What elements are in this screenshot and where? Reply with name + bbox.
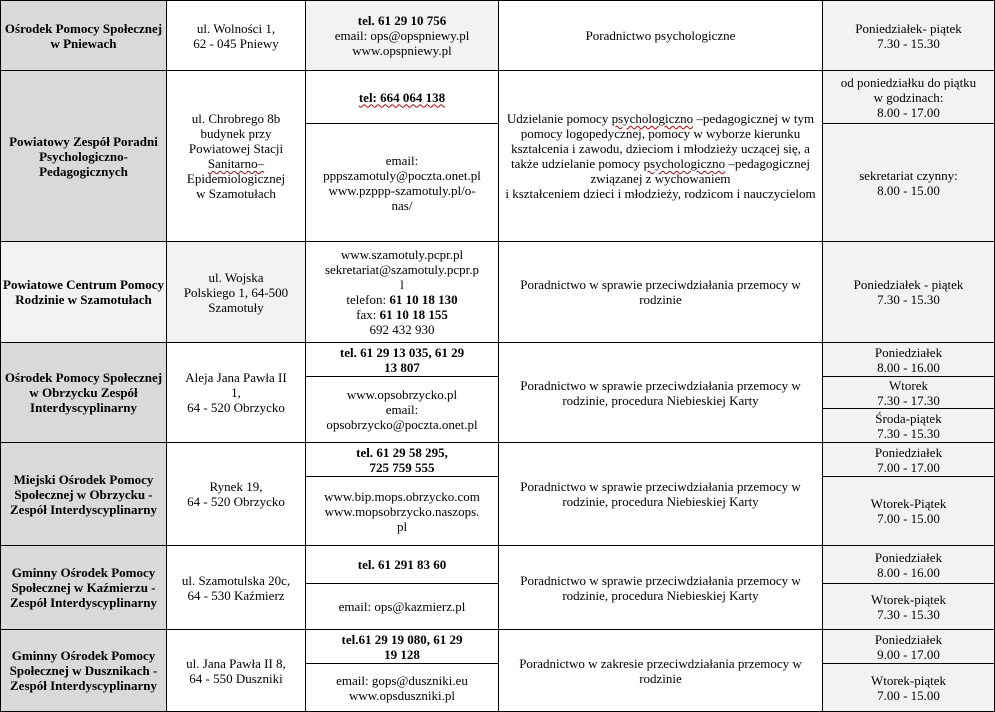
hours-days: Poniedziałek bbox=[874, 344, 943, 360]
website-link[interactable]: pl bbox=[396, 518, 408, 534]
hours-time: 7.30 - 15.30 bbox=[877, 292, 940, 307]
table-row bbox=[1, 1, 995, 71]
service-text: Poradnictwo w sprawie przeciwdziałania przemocy w rodzinie, procedura Niebieskiej Karty bbox=[520, 572, 801, 603]
phone-label: telefon: bbox=[346, 292, 390, 307]
hours-cell bbox=[823, 546, 995, 584]
address-line: Aleja Jana Pawła II bbox=[185, 370, 287, 385]
hours-days: Wtorek-piątek bbox=[870, 672, 947, 688]
service-text-part: –pedagogicznej związanej z wychowaniem bbox=[590, 156, 810, 186]
address-line: w Szamotułach bbox=[196, 186, 276, 201]
email-link[interactable]: email: ops@kazmierz.pl bbox=[338, 599, 466, 614]
address-line: 64 - 520 Obrzycko bbox=[187, 400, 285, 415]
address-cell bbox=[167, 546, 306, 630]
website-link[interactable]: www.opsobrzycko.pl bbox=[346, 387, 458, 402]
service-cell bbox=[499, 443, 823, 546]
institution-name-text: Gminny Ośrodek Pomocy Społecznej w Dusznikach - Zespół Interdyscyplinarny bbox=[9, 648, 158, 693]
address-line: ul. Szamotulska 20c, bbox=[181, 572, 291, 588]
address-line: Powiatowej Stacji bbox=[188, 141, 284, 156]
hours-days: Poniedziałek- piątek bbox=[855, 20, 962, 36]
table-row bbox=[1, 630, 995, 664]
hours-time: 8.00 - 16.00 bbox=[877, 564, 940, 580]
hours-time: 7.00 - 17.00 bbox=[877, 459, 940, 475]
phone-cell bbox=[306, 546, 499, 584]
hours-days: w godzinach: bbox=[873, 89, 944, 105]
institution-name bbox=[1, 343, 167, 443]
contact-cell bbox=[306, 242, 499, 343]
service-cell bbox=[499, 242, 823, 343]
address-line: Epidemiologicznej bbox=[186, 171, 286, 186]
address-line: Sanitarno– bbox=[207, 156, 265, 171]
institution-name-text: Gminny Ośrodek Pomocy Społecznej w Kaźmierzu - Zespół Interdyscyplinarny bbox=[10, 565, 157, 610]
website-link[interactable]: nas/ bbox=[391, 197, 413, 213]
service-text: Poradnictwo w sprawie przeciwdziałania przemocy w rodzinie, procedura Niebieskiej Karty bbox=[520, 377, 801, 408]
hours-cell bbox=[823, 477, 995, 546]
table-row bbox=[1, 242, 995, 343]
hours-cell bbox=[823, 664, 995, 712]
hours-time: 8.00 - 15.00 bbox=[877, 182, 940, 198]
address-cell bbox=[167, 242, 306, 343]
website-link[interactable]: www.pzppp-szamotuly.pl/o- bbox=[328, 182, 476, 198]
phone-text: 13 807 bbox=[384, 359, 420, 375]
phone-text: tel. 61 291 83 60 bbox=[357, 557, 447, 572]
institution-name bbox=[1, 443, 167, 546]
hours-cell bbox=[823, 1, 995, 71]
service-cell bbox=[499, 71, 823, 242]
phone-text: 725 759 555 bbox=[369, 459, 435, 475]
hours-time: 7.00 - 15.00 bbox=[877, 687, 940, 703]
hours-time: 7.30 - 15.30 bbox=[877, 35, 940, 51]
address-line: Rynek 19, bbox=[209, 479, 263, 494]
phone-text: 19 128 bbox=[384, 646, 420, 662]
hours-days: Wtorek-Piątek bbox=[870, 496, 947, 511]
service-cell bbox=[499, 630, 823, 712]
email-label: email: bbox=[385, 152, 419, 168]
institution-name-text: Ośrodek Pomocy Społecznej w Obrzycku Zespół Interdyscyplinarny bbox=[4, 370, 163, 415]
address-line: ul. Chrobrego 8b bbox=[191, 111, 281, 126]
phone-line bbox=[308, 292, 496, 307]
address-line: 64 - 520 Obrzycko bbox=[187, 494, 285, 509]
hours-cell bbox=[823, 124, 995, 242]
address-line: 64 - 530 Kaźmierz bbox=[187, 587, 285, 603]
institution-name bbox=[1, 546, 167, 630]
hours-days: Poniedziałek bbox=[874, 549, 943, 565]
contact-cell bbox=[306, 377, 499, 443]
address-line: ul. Wolności 1, bbox=[196, 20, 276, 36]
contact-cell bbox=[306, 664, 499, 712]
address-cell bbox=[167, 1, 306, 71]
hours-time: 8.00 - 17.00 bbox=[877, 104, 940, 120]
contact-cell bbox=[306, 124, 499, 242]
email-link[interactable]: pppszamotuly@poczta.onet.pl bbox=[323, 167, 481, 183]
mobile-text: 692 432 930 bbox=[369, 322, 435, 337]
institution-name bbox=[1, 630, 167, 712]
hours-cell bbox=[823, 630, 995, 664]
phone-text: tel. 61 29 10 756 bbox=[357, 13, 447, 28]
email-link[interactable]: l bbox=[400, 277, 404, 292]
website-link[interactable]: www.szamotuly.pcpr.pl bbox=[340, 247, 464, 262]
hours-days: Poniedziałek bbox=[874, 444, 943, 460]
address-line: 1, bbox=[231, 385, 241, 400]
phone-text: tel: 664 064 138 bbox=[358, 89, 446, 105]
email-link[interactable]: sekretariat@szamotuly.pcpr.p bbox=[324, 262, 480, 277]
hours-cell bbox=[823, 584, 995, 630]
institution-name-text: Powiatowy Zespół Poradni Psychologiczno-Pedagogicznych bbox=[9, 133, 158, 179]
phone-text: tel.61 29 19 080, 61 29 bbox=[341, 631, 463, 647]
hours-time: 9.00 - 17.00 bbox=[877, 646, 940, 662]
address-cell bbox=[167, 443, 306, 546]
phone-cell bbox=[306, 443, 499, 477]
service-text-part: psychologiczno bbox=[611, 111, 694, 126]
service-text: Poradnictwo w sprawie przeciwdziałania przemocy w rodzinie bbox=[520, 277, 801, 307]
address-line: ul. Jana Pawła II 8, bbox=[186, 655, 286, 671]
contact-cell bbox=[306, 584, 499, 630]
table-row bbox=[1, 343, 995, 377]
hours-days: sekretariat czynny: bbox=[859, 167, 958, 183]
fax-text: 61 10 18 155 bbox=[379, 307, 448, 322]
hours-time: 7.30 - 15.30 bbox=[877, 606, 940, 622]
service-text-part: psychologiczno bbox=[643, 156, 726, 171]
hours-days: Środa-piątek bbox=[875, 410, 942, 426]
hours-time: 7.30 - 17.30 bbox=[877, 392, 940, 408]
table-row bbox=[1, 71, 995, 124]
email-link[interactable]: email: ops@opspniewy.pl bbox=[334, 28, 470, 43]
website-link[interactable]: www.bip.mops.obrzycko.com bbox=[324, 488, 480, 504]
hours-days: Wtorek-piątek bbox=[870, 591, 947, 607]
fax-line bbox=[308, 307, 496, 322]
website-link[interactable]: www.opspniewy.pl bbox=[352, 43, 452, 58]
table-row bbox=[1, 546, 995, 584]
service-cell bbox=[499, 1, 823, 71]
email-label: email: bbox=[385, 402, 419, 417]
institution-name-text: Ośrodek Pomocy Społecznej w Pniewach bbox=[4, 20, 163, 51]
institution-name-text: Powiatowe Centrum Pomocy Rodzinie w Szamotułach bbox=[3, 277, 165, 307]
hours-time: 7.30 - 15.30 bbox=[877, 425, 940, 441]
hours-cell bbox=[823, 242, 995, 343]
address-line: budynek przy bbox=[200, 126, 272, 141]
address-cell bbox=[167, 630, 306, 712]
address-line: Polskiego 1, 64-500 bbox=[183, 284, 289, 300]
service-text-part: i kształceniem dzieci i młodzieży, rodzicom i nauczycielom bbox=[505, 186, 816, 201]
address-cell bbox=[167, 343, 306, 443]
phone-cell bbox=[306, 71, 499, 124]
address-line: 62 - 045 Pniewy bbox=[193, 35, 279, 51]
service-cell bbox=[499, 343, 823, 443]
phone-text: 61 10 18 130 bbox=[389, 292, 458, 307]
hours-cell bbox=[823, 377, 995, 409]
hours-cell bbox=[823, 343, 995, 377]
hours-days: Poniedziałek - piątek bbox=[853, 277, 964, 292]
hours-days: od poniedziałku do piątku bbox=[840, 74, 977, 90]
hours-days: Wtorek bbox=[889, 377, 928, 393]
address-line: Szamotuły bbox=[208, 299, 264, 315]
email-link[interactable]: opsobrzycko@poczta.onet.pl bbox=[326, 417, 478, 432]
institution-name bbox=[1, 71, 167, 242]
address-line: ul. Wojska bbox=[208, 269, 264, 285]
institution-name bbox=[1, 242, 167, 343]
table-row bbox=[1, 443, 995, 477]
website-link[interactable]: www.opsduszniki.pl bbox=[348, 687, 456, 703]
email-link[interactable]: email: gops@duszniki.eu bbox=[336, 672, 468, 688]
institution-name bbox=[1, 1, 167, 71]
contact-cell bbox=[306, 1, 499, 71]
phone-cell bbox=[306, 630, 499, 664]
service-text-part: –pedagogicznej w tym pomocy logopedycznej, pomocy w wyborze kierunku kształcenia i zawodu, dzieciom i młodzieży uczącej się, a także udzielanie pomocy bbox=[511, 111, 815, 171]
service-text: Poradnictwo psychologiczne bbox=[585, 28, 736, 43]
hours-days: Poniedziałek bbox=[874, 631, 943, 647]
service-cell bbox=[499, 546, 823, 630]
address-line: 64 - 550 Duszniki bbox=[189, 670, 283, 686]
hours-cell bbox=[823, 71, 995, 124]
service-text: Poradnictwo w zakresie przeciwdziałania przemocy w rodzinie bbox=[519, 655, 802, 686]
service-text-part: Udzielanie pomocy bbox=[506, 111, 612, 126]
hours-cell bbox=[823, 409, 995, 443]
phone-text: tel. 61 29 58 295, bbox=[356, 444, 448, 460]
fax-label: fax: bbox=[356, 307, 380, 322]
phone-cell bbox=[306, 343, 499, 377]
hours-time: 7.00 - 15.00 bbox=[877, 511, 940, 526]
website-link[interactable]: www.mopsobrzycko.naszops. bbox=[324, 503, 480, 519]
hours-cell bbox=[823, 443, 995, 477]
address-cell bbox=[167, 71, 306, 242]
institution-name-text: Miejski Ośrodek Pomocy Społecznej w Obrzycku - Zespół Interdyscyplinarny bbox=[10, 471, 157, 517]
contact-cell bbox=[306, 477, 499, 546]
hours-time: 8.00 - 16.00 bbox=[877, 359, 940, 375]
phone-text: tel. 61 29 13 035, 61 29 bbox=[339, 344, 465, 360]
service-text: Poradnictwo w sprawie przeciwdziałania przemocy w rodzinie, procedura Niebieskiej Karty bbox=[520, 479, 801, 509]
